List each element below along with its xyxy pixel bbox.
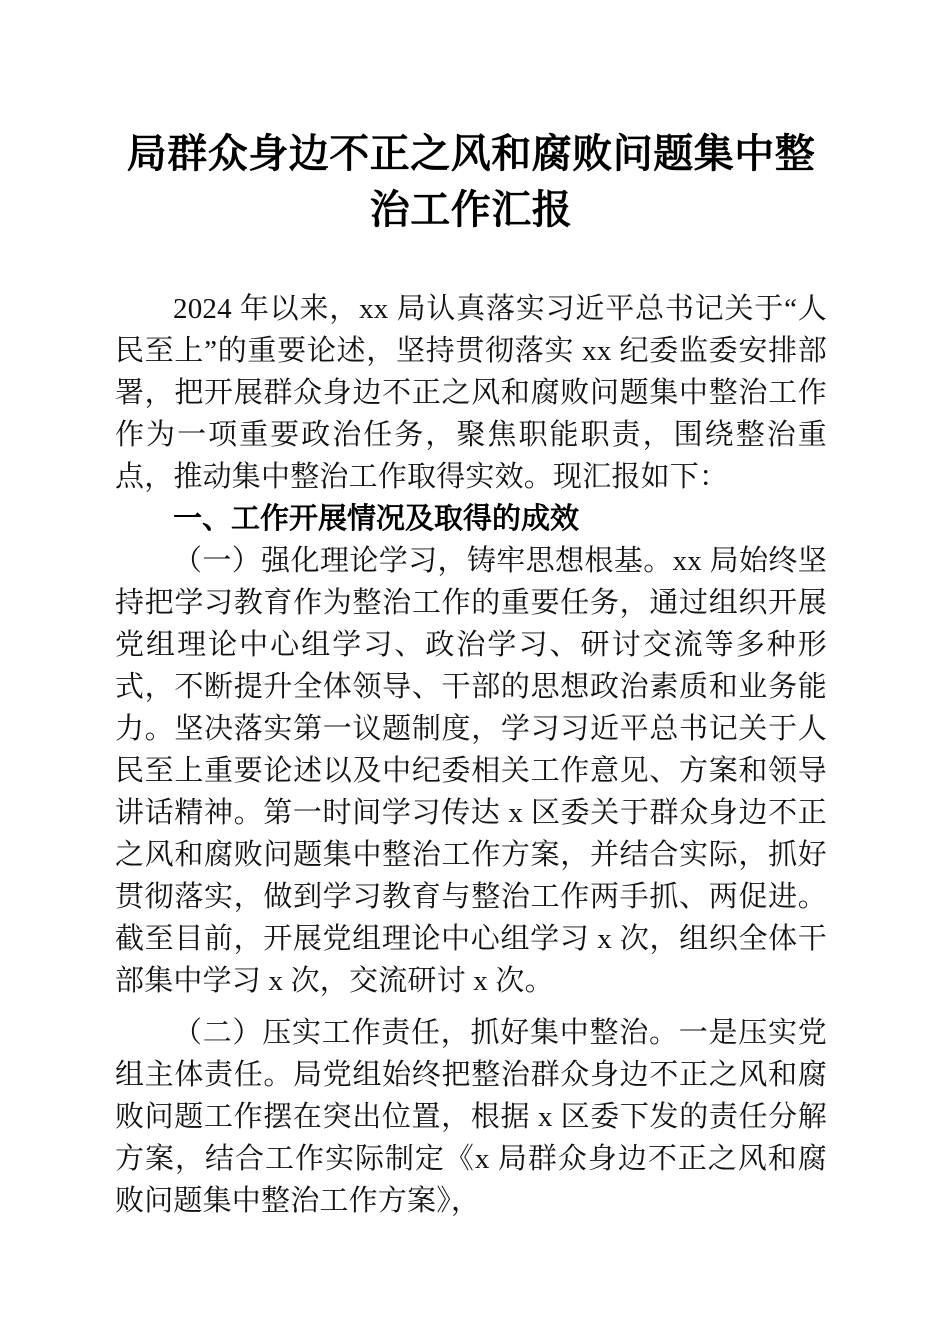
section-1-item-2-paragraph: （二）压实工作责任，抓好集中整治。一是压实党组主体责任。局党组始终把整治群众身边不正之风和腐败问题工作摆在突出位置，根据 x 区委下发的责任分解方案，结合工作实际制定《x 局群众身边不正之风和腐败问题集中整治工作方案》， (115, 1017, 827, 1217)
section-heading-1: 一、工作开展情况及取得的成效 (173, 503, 580, 535)
title-body-spacer (115, 238, 827, 288)
document-body (115, 0, 827, 1222)
section-1-item-1-paragraph: （一）强化理论学习，铸牢思想根基。xx 局始终坚持把学习教育作为整治工作的重要任务，通过组织开展党组理论中心组学习、政治学习、研讨交流等多种形式，不断提升全体领导、干部的思想政治素质和业务能力。坚决落实第一议题制度，学习习近平总书记关于人民至上重要论述以及中纪委相关工作意见、方案和领导讲话精神。第一时间学习传达 x 区委关于群众身边不正之风和腐败问题集中整治工作方案，并结合实际，抓好贯彻落实，做到学习教育与整治工作两手抓、两促进。截至目前，开展党组理论中心组学习 x 次，组织全体干部集中学习 x 次，交流研讨 x 次。 (115, 545, 827, 997)
intro-paragraph: 2024 年以来，xx 局认真落实习近平总书记关于“人民至上”的重要论述，坚持贯彻落实 xx 纪委监委安排部署，把开展群众身边不正之风和腐败问题集中整治工作作为一项重要政治任务，聚焦职能职责，围绕整治重点，推动集中整治工作取得实效。现汇报如下： (115, 293, 827, 493)
page-title: 局群众身边不正之风和腐败问题集中整治工作汇报 (126, 131, 816, 232)
